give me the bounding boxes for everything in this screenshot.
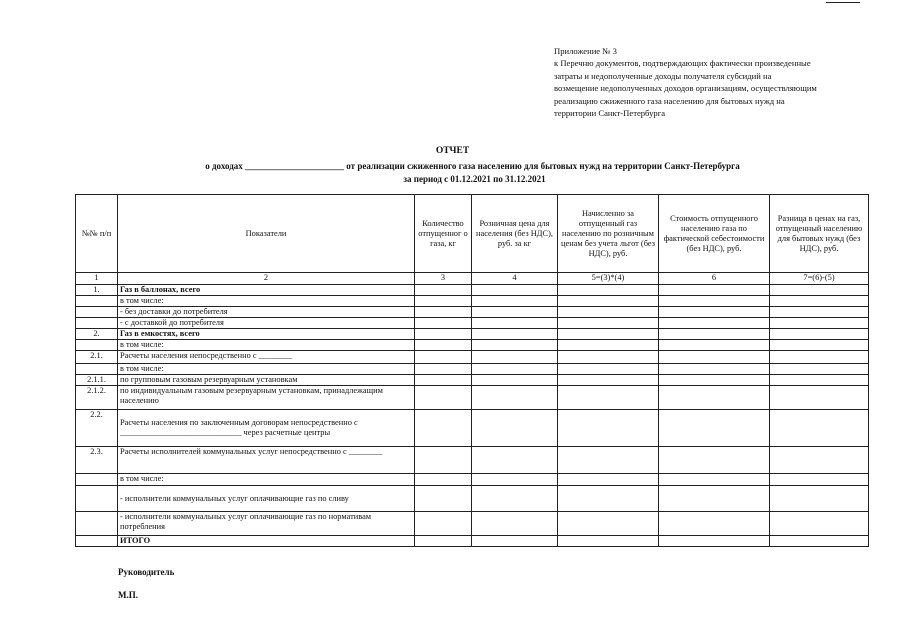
cell-difference[interactable] xyxy=(770,410,869,447)
col-number: 7=(6)-(5) xyxy=(770,273,869,285)
cell-charged[interactable] xyxy=(558,486,659,512)
cell-cost[interactable] xyxy=(659,296,770,307)
cell-charged[interactable] xyxy=(558,364,659,375)
row-number: 2. xyxy=(76,329,118,340)
cell-difference[interactable] xyxy=(770,364,869,375)
header-num: №№ п/п xyxy=(76,195,118,273)
cell-difference[interactable] xyxy=(770,307,869,318)
header-indicator: Показатели xyxy=(118,195,415,273)
row-number xyxy=(76,512,118,536)
cell-price[interactable] xyxy=(472,340,558,351)
cell-quantity[interactable] xyxy=(415,340,472,351)
cell-cost[interactable] xyxy=(659,512,770,536)
cell-quantity[interactable] xyxy=(415,536,472,547)
cell-price[interactable] xyxy=(472,296,558,307)
cell-cost[interactable] xyxy=(659,318,770,329)
report-subtitle: о доходах ______________________ от реализации сжиженного газа населению для бытовых нужд на территории Санкт-Петербурга xyxy=(205,161,740,171)
col-number: 1 xyxy=(76,273,118,285)
cell-price[interactable] xyxy=(472,447,558,474)
cell-price[interactable] xyxy=(472,318,558,329)
header-quantity: Количество отпущенног о газа, кг xyxy=(415,195,472,273)
annex-line: Приложение № 3 xyxy=(554,46,617,56)
table-row xyxy=(76,340,869,351)
cell-difference[interactable] xyxy=(770,447,869,474)
table-row xyxy=(76,536,869,547)
row-label: Расчеты населения по заключенным договорам непосредственно с _____________________________ через расчетные центры xyxy=(118,410,415,447)
row-number xyxy=(76,474,118,486)
cell-price[interactable] xyxy=(472,486,558,512)
row-number: 2.3. xyxy=(76,447,118,474)
signature-head: Руководитель xyxy=(118,567,175,577)
col-number: 6 xyxy=(659,273,770,285)
cell-price[interactable] xyxy=(472,285,558,296)
cell-quantity[interactable] xyxy=(415,375,472,386)
header-retail-price: Розничная цена для населения (без НДС), руб. за кг xyxy=(472,195,558,273)
report-period: за период с 01.12.2021 по 31.12.2021 xyxy=(403,174,546,184)
cell-difference[interactable] xyxy=(770,329,869,340)
cell-charged[interactable] xyxy=(558,318,659,329)
cell-cost[interactable] xyxy=(659,351,770,364)
row-number xyxy=(76,296,118,307)
cell-quantity[interactable] xyxy=(415,386,472,410)
cell-quantity[interactable] xyxy=(415,447,472,474)
cell-price[interactable] xyxy=(472,512,558,536)
cell-charged[interactable] xyxy=(558,296,659,307)
col-number: 4 xyxy=(472,273,558,285)
column-number-row xyxy=(76,273,869,285)
row-label: в том числе: xyxy=(118,340,415,351)
header-difference: Разница в ценах на газ, отпущенный населению для бытовых нужд (без НДС), руб. xyxy=(770,195,869,273)
header-cost: Стоимость отпущенного населению газа по фактической себестоимости (без НДС), руб. xyxy=(659,195,770,273)
annex-line: к Перечню документов, подтверждающих фактически произведенные xyxy=(554,58,811,69)
cell-quantity[interactable] xyxy=(415,329,472,340)
cell-charged[interactable] xyxy=(558,512,659,536)
cell-quantity[interactable] xyxy=(415,285,472,296)
cell-quantity[interactable] xyxy=(415,296,472,307)
cell-price[interactable] xyxy=(472,375,558,386)
cell-cost[interactable] xyxy=(659,307,770,318)
cell-quantity[interactable] xyxy=(415,474,472,486)
cell-cost[interactable] xyxy=(659,447,770,474)
cell-difference[interactable] xyxy=(770,512,869,536)
cell-quantity[interactable] xyxy=(415,410,472,447)
cell-charged[interactable] xyxy=(558,410,659,447)
cell-cost[interactable] xyxy=(659,340,770,351)
row-number xyxy=(76,364,118,375)
cell-charged[interactable] xyxy=(558,536,659,547)
cell-difference[interactable] xyxy=(770,351,869,364)
row-number: 2.2. xyxy=(76,410,118,447)
annex-line: возмещение недополученных доходов организациям, осуществляющим xyxy=(554,83,817,94)
row-label: в том числе: xyxy=(118,296,415,307)
cell-cost[interactable] xyxy=(659,375,770,386)
row-label: по групповым газовым резервуарным установкам xyxy=(118,375,415,386)
cell-cost[interactable] xyxy=(659,474,770,486)
cell-charged[interactable] xyxy=(558,307,659,318)
row-label: - исполнители коммунальных услуг оплачивающие газ по нормативам потребления xyxy=(118,512,415,536)
cell-cost[interactable] xyxy=(659,486,770,512)
table-row xyxy=(76,410,869,447)
table-row xyxy=(76,474,869,486)
cell-price[interactable] xyxy=(472,329,558,340)
row-label: в том числе: xyxy=(118,474,415,486)
cell-difference[interactable] xyxy=(770,285,869,296)
annex-line: территории Санкт-Петербурга xyxy=(554,108,666,119)
cell-price[interactable] xyxy=(472,307,558,318)
col-number: 3 xyxy=(415,273,472,285)
cell-difference[interactable] xyxy=(770,318,869,329)
row-number xyxy=(76,486,118,512)
row-label: в том числе: xyxy=(118,364,415,375)
cell-difference[interactable] xyxy=(770,375,869,386)
col-number: 2 xyxy=(118,273,415,285)
cell-difference[interactable] xyxy=(770,340,869,351)
cell-cost[interactable] xyxy=(659,386,770,410)
cell-charged[interactable] xyxy=(558,351,659,364)
cell-cost[interactable] xyxy=(659,364,770,375)
row-label: Расчеты исполнителей коммунальных услуг непосредственно с ________ xyxy=(118,447,415,474)
cell-quantity[interactable] xyxy=(415,307,472,318)
cell-price[interactable] xyxy=(472,364,558,375)
cell-charged[interactable] xyxy=(558,386,659,410)
cell-difference[interactable] xyxy=(770,386,869,410)
row-number xyxy=(76,307,118,318)
cell-quantity[interactable] xyxy=(415,318,472,329)
cell-difference[interactable] xyxy=(770,296,869,307)
table-row xyxy=(76,364,869,375)
cell-price[interactable] xyxy=(472,386,558,410)
cell-price[interactable] xyxy=(472,351,558,364)
header-charged: Начисленно за отпущенный газ населению по розничным ценам без учета льгот (без НДС), руб. xyxy=(558,195,659,273)
row-number: 1. xyxy=(76,285,118,296)
cell-cost[interactable] xyxy=(659,285,770,296)
cell-cost[interactable] xyxy=(659,536,770,547)
cell-charged[interactable] xyxy=(558,329,659,340)
cell-difference[interactable] xyxy=(770,486,869,512)
row-label: по индивидуальным газовым резервуарным установкам, принадлежащим населению xyxy=(118,386,415,410)
cell-price[interactable] xyxy=(472,536,558,547)
row-number: 2.1.1. xyxy=(76,375,118,386)
cell-difference[interactable] xyxy=(770,536,869,547)
table-row xyxy=(76,307,869,318)
row-number xyxy=(76,318,118,329)
table-row xyxy=(76,386,869,410)
annex-line: реализацию сжиженного газа населению для бытовых нужд на xyxy=(554,95,785,106)
row-number: 2.1.2. xyxy=(76,386,118,410)
cell-quantity[interactable] xyxy=(415,512,472,536)
seal-placeholder: М.П. xyxy=(118,590,138,600)
top-rule xyxy=(826,2,860,3)
table-row xyxy=(76,447,869,474)
header-row xyxy=(76,195,869,273)
cell-quantity[interactable] xyxy=(415,364,472,375)
report-table xyxy=(75,194,869,547)
row-label: - исполнители коммунальных услуг оплачивающие газ по сливу xyxy=(118,486,415,512)
cell-difference[interactable] xyxy=(770,474,869,486)
cell-price[interactable] xyxy=(472,410,558,447)
cell-charged[interactable] xyxy=(558,447,659,474)
total-label: ИТОГО xyxy=(118,536,415,547)
row-number: 2.1. xyxy=(76,351,118,364)
annex-note xyxy=(554,45,889,119)
annex-line: затраты и недополученные доходы получателя субсидий на xyxy=(554,70,772,81)
cell-charged[interactable] xyxy=(558,285,659,296)
table-row xyxy=(76,512,869,536)
report-heading: ОТЧЕТ xyxy=(435,146,470,156)
table-row xyxy=(76,375,869,386)
cell-charged[interactable] xyxy=(558,375,659,386)
cell-quantity[interactable] xyxy=(415,486,472,512)
cell-cost[interactable] xyxy=(659,329,770,340)
table-row xyxy=(76,318,869,329)
cell-quantity[interactable] xyxy=(415,351,472,364)
row-number xyxy=(76,536,118,547)
col-number: 5=(3)*(4) xyxy=(558,273,659,285)
row-label: Газ в емкостях, всего xyxy=(118,329,415,340)
cell-charged[interactable] xyxy=(558,474,659,486)
row-number xyxy=(76,340,118,351)
cell-cost[interactable] xyxy=(659,410,770,447)
cell-price[interactable] xyxy=(472,474,558,486)
row-label: - с доставкой до потребителя xyxy=(118,318,415,329)
table-row xyxy=(76,329,869,340)
table-row xyxy=(76,285,869,296)
table-row xyxy=(76,351,869,364)
row-label: - без доставки до потребителя xyxy=(118,307,415,318)
row-label: Расчеты населения непосредственно с ________ xyxy=(118,351,415,364)
table-row xyxy=(76,296,869,307)
table-row xyxy=(76,486,869,512)
row-label: Газ в баллонах, всего xyxy=(118,285,415,296)
cell-charged[interactable] xyxy=(558,340,659,351)
